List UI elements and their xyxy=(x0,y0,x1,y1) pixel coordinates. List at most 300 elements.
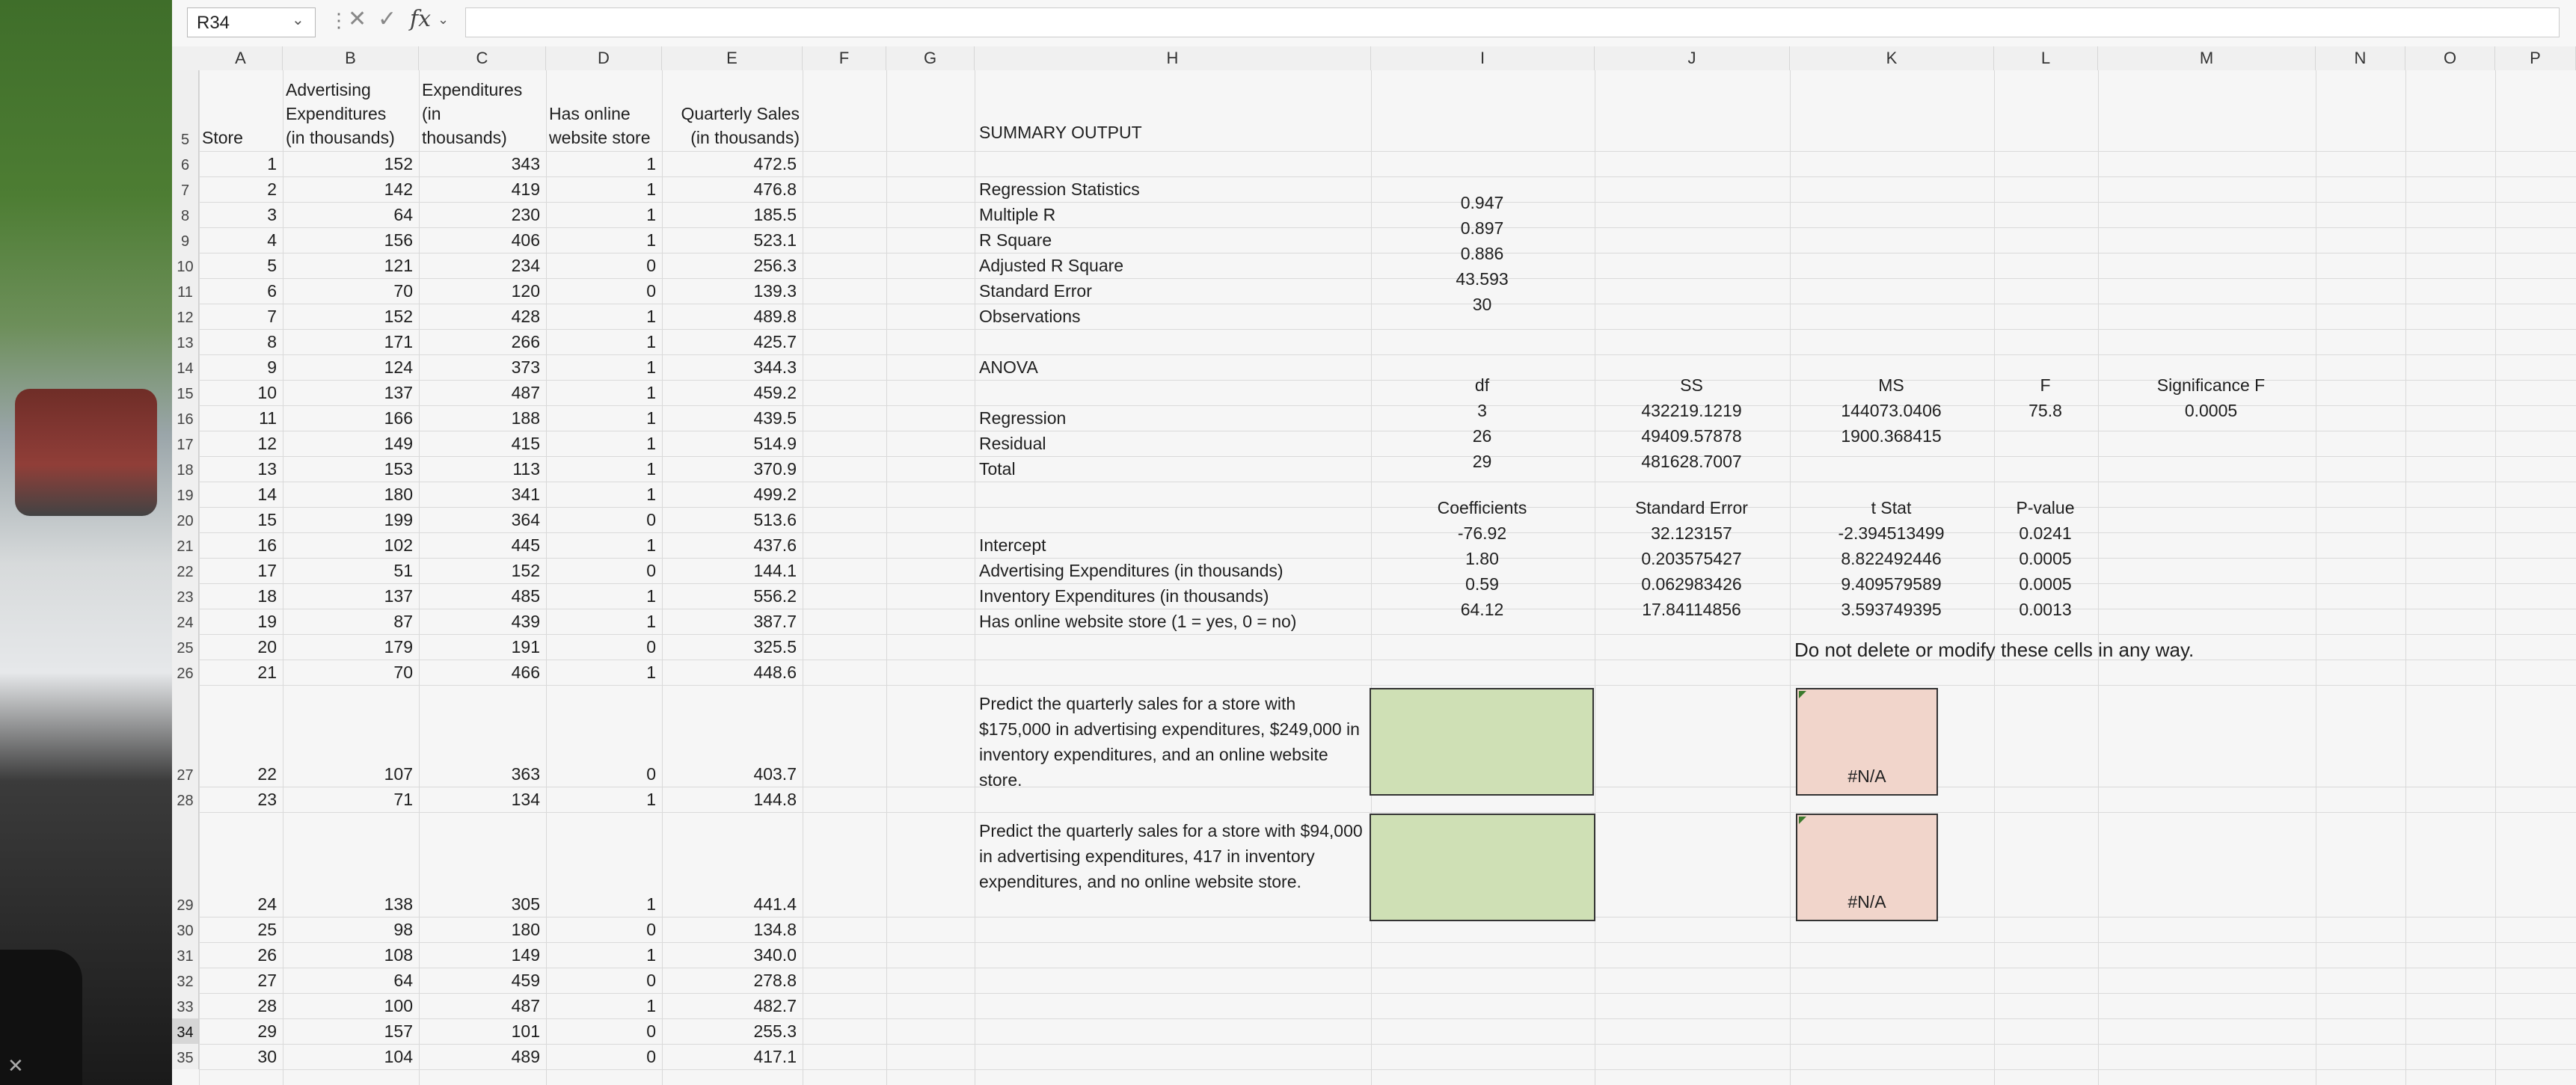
table-cell[interactable]: 1 xyxy=(646,332,656,351)
table-cell[interactable]: 0 xyxy=(646,920,656,939)
close-icon[interactable]: ✕ xyxy=(7,1054,24,1077)
table-cell[interactable]: 1 xyxy=(646,535,656,555)
table-cell[interactable]: 0 xyxy=(646,510,656,529)
table-cell[interactable]: 149 xyxy=(384,434,413,453)
table-cell[interactable]: 445 xyxy=(511,535,540,555)
row-header-32[interactable]: 32 xyxy=(172,968,199,993)
table-cell[interactable]: 6 xyxy=(267,281,277,301)
table-cell[interactable]: 514.9 xyxy=(753,434,797,453)
header-expenditures: Expenditures xyxy=(422,80,523,99)
row-header-26[interactable]: 26 xyxy=(172,660,199,685)
table-cell[interactable]: 15 xyxy=(257,510,277,529)
table-cell[interactable]: 1 xyxy=(646,179,656,199)
table-cell[interactable]: 171 xyxy=(384,332,413,351)
table-cell[interactable]: 199 xyxy=(384,510,413,529)
table-cell[interactable]: 0 xyxy=(646,281,656,301)
grid-line xyxy=(199,634,2576,635)
table-cell[interactable]: 341 xyxy=(511,485,540,504)
table-cell[interactable]: 437.6 xyxy=(753,535,797,555)
row-header-8[interactable]: 8 xyxy=(172,202,199,227)
coef-value: -76.92 xyxy=(1457,523,1507,543)
insert-function-icon[interactable]: fx xyxy=(410,6,432,32)
anova-ms: 1900.368415 xyxy=(1841,426,1942,446)
table-cell[interactable]: 487 xyxy=(511,383,540,402)
table-cell[interactable]: 180 xyxy=(384,485,413,504)
table-cell[interactable]: 23 xyxy=(257,790,277,809)
table-cell[interactable]: 439 xyxy=(511,612,540,631)
table-cell[interactable]: 472.5 xyxy=(753,154,797,173)
table-cell[interactable]: 428 xyxy=(511,307,540,326)
anova-header-df: df xyxy=(1474,375,1490,395)
table-cell[interactable]: 7 xyxy=(267,307,277,326)
table-cell[interactable]: 144.8 xyxy=(753,790,797,809)
table-cell[interactable]: 1 xyxy=(646,996,656,1015)
column-header-d[interactable]: D xyxy=(546,46,662,70)
table-cell[interactable]: 153 xyxy=(384,459,413,479)
column-header-c[interactable]: C xyxy=(419,46,546,70)
table-cell[interactable]: 256.3 xyxy=(753,256,797,275)
table-cell[interactable]: 134.8 xyxy=(753,920,797,939)
table-cell[interactable]: 29 xyxy=(257,1021,277,1041)
table-cell[interactable]: 30 xyxy=(257,1047,277,1066)
table-cell[interactable]: 1 xyxy=(646,408,656,428)
coef-value: 64.12 xyxy=(1460,600,1504,619)
table-cell[interactable]: 180 xyxy=(511,920,540,939)
tstat-value: 3.593749395 xyxy=(1841,600,1942,619)
table-cell[interactable]: 87 xyxy=(393,612,413,631)
grid-line xyxy=(199,993,2576,994)
table-cell[interactable]: 1 xyxy=(646,383,656,402)
table-cell[interactable]: 22 xyxy=(257,764,277,784)
table-cell[interactable]: 138 xyxy=(384,894,413,914)
table-cell[interactable]: 107 xyxy=(384,764,413,784)
table-cell[interactable]: 25 xyxy=(257,920,277,939)
row-header-5[interactable]: 5 xyxy=(172,70,199,151)
pvalue-value: 0.0005 xyxy=(2019,574,2072,594)
table-cell[interactable]: 21 xyxy=(257,663,277,682)
header-advertising: Expenditures xyxy=(286,104,387,123)
row-header-30[interactable]: 30 xyxy=(172,917,199,942)
grid-line xyxy=(199,1069,2576,1070)
table-cell[interactable]: 1 xyxy=(646,357,656,377)
row-header-9[interactable]: 9 xyxy=(172,227,199,253)
row-header-29[interactable]: 29 xyxy=(172,812,199,917)
table-cell[interactable]: 149 xyxy=(511,945,540,965)
row-header-31[interactable]: 31 xyxy=(172,942,199,968)
table-cell[interactable]: 64 xyxy=(393,205,413,224)
row-header-28[interactable]: 28 xyxy=(172,787,199,812)
table-cell[interactable]: 51 xyxy=(393,561,413,580)
column-header-l[interactable]: L xyxy=(1994,46,2098,70)
table-cell[interactable]: 28 xyxy=(257,996,277,1015)
grid-line xyxy=(199,1018,2576,1019)
table-cell[interactable]: 0 xyxy=(646,637,656,657)
check-cell-2 xyxy=(1796,814,1938,921)
column-header-g[interactable]: G xyxy=(886,46,975,70)
column-header-h[interactable]: H xyxy=(975,46,1371,70)
formula-input[interactable] xyxy=(465,7,2560,37)
table-cell[interactable]: 1 xyxy=(646,663,656,682)
anova-ss: 49409.57878 xyxy=(1641,426,1742,446)
table-cell[interactable]: 120 xyxy=(511,281,540,301)
table-cell[interactable]: 476.8 xyxy=(753,179,797,199)
grid-line xyxy=(1790,70,1791,1085)
table-cell[interactable]: 278.8 xyxy=(753,971,797,990)
anova-df: 29 xyxy=(1472,452,1492,471)
table-cell[interactable]: 10 xyxy=(257,383,277,402)
reg-stat-value: 43.593 xyxy=(1456,269,1509,289)
summary-title: SUMMARY OUTPUT xyxy=(979,123,1142,142)
table-cell[interactable]: 1 xyxy=(646,230,656,250)
background-car xyxy=(15,389,157,516)
table-cell[interactable]: 1 xyxy=(646,485,656,504)
row-header-23[interactable]: 23 xyxy=(172,583,199,609)
table-cell[interactable]: 0 xyxy=(646,971,656,990)
table-cell[interactable]: 71 xyxy=(393,790,413,809)
table-cell[interactable]: 19 xyxy=(257,612,277,631)
pvalue-value: 0.0013 xyxy=(2019,600,2072,619)
table-cell[interactable]: 24 xyxy=(257,894,277,914)
header-expenditures: thousands) xyxy=(422,128,507,147)
table-cell[interactable]: 415 xyxy=(511,434,540,453)
tstat-value: -2.394513499 xyxy=(1838,523,1945,543)
row-header-10[interactable]: 10 xyxy=(172,253,199,278)
table-cell[interactable]: 255.3 xyxy=(753,1021,797,1041)
header-store: Store xyxy=(202,128,243,147)
table-cell[interactable]: 0 xyxy=(646,764,656,784)
column-header-f[interactable]: F xyxy=(803,46,886,70)
table-cell[interactable]: 16 xyxy=(257,535,277,555)
column-header-k[interactable]: K xyxy=(1790,46,1994,70)
table-cell[interactable]: 102 xyxy=(384,535,413,555)
grid-line xyxy=(2098,70,2099,1085)
table-cell[interactable]: 152 xyxy=(384,154,413,173)
table-cell[interactable]: 20 xyxy=(257,637,277,657)
tstat-header: t Stat xyxy=(1871,498,1912,517)
header-online-store: website store xyxy=(549,128,651,147)
table-cell[interactable]: 188 xyxy=(511,408,540,428)
table-cell[interactable]: 5 xyxy=(267,256,277,275)
table-cell[interactable]: 499.2 xyxy=(753,485,797,504)
table-cell[interactable]: 1 xyxy=(646,612,656,631)
table-cell[interactable]: 0 xyxy=(646,1021,656,1041)
table-cell[interactable]: 441.4 xyxy=(753,894,797,914)
table-cell[interactable]: 1 xyxy=(646,894,656,914)
table-cell[interactable]: 344.3 xyxy=(753,357,797,377)
background-photo xyxy=(0,0,172,1085)
column-header-e[interactable]: E xyxy=(662,46,803,70)
grid-line xyxy=(199,942,2576,943)
table-cell[interactable]: 523.1 xyxy=(753,230,797,250)
comment-indicator-icon xyxy=(1799,691,1806,698)
table-cell[interactable]: 373 xyxy=(511,357,540,377)
column-header-p[interactable]: P xyxy=(2495,46,2576,70)
grid-line xyxy=(2405,70,2406,1085)
row-header-21[interactable]: 21 xyxy=(172,532,199,558)
table-cell[interactable]: 340.0 xyxy=(753,945,797,965)
table-cell[interactable]: 108 xyxy=(384,945,413,965)
table-cell[interactable]: 234 xyxy=(511,256,540,275)
table-cell[interactable]: 419 xyxy=(511,179,540,199)
question-2-text: Predict the quarterly sales for a store with $94,000 in advertising expenditures, 417 in inventory expenditures, and no online website store. xyxy=(979,821,1363,891)
table-cell[interactable]: 448.6 xyxy=(753,663,797,682)
anova-row-label: Residual xyxy=(979,434,1046,453)
row-header-7[interactable]: 7 xyxy=(172,176,199,202)
table-cell[interactable]: 27 xyxy=(257,971,277,990)
table-cell[interactable]: 0 xyxy=(646,1047,656,1066)
header-quarterly-sales: (in thousands) xyxy=(690,128,800,147)
table-cell[interactable]: 70 xyxy=(393,663,413,682)
table-cell[interactable]: 137 xyxy=(384,586,413,606)
table-cell[interactable]: 104 xyxy=(384,1047,413,1066)
column-headers xyxy=(172,46,2576,71)
grid-line xyxy=(199,151,2576,152)
table-cell[interactable]: 1 xyxy=(267,154,277,173)
anova-row-label: Total xyxy=(979,459,1016,479)
table-cell[interactable]: 1 xyxy=(646,307,656,326)
table-cell[interactable]: 113 xyxy=(512,459,540,479)
grid-line xyxy=(199,1044,2576,1045)
coef-row-label: Has online website store (1 = yes, 0 = no) xyxy=(979,612,1297,631)
reg-stat-label: R Square xyxy=(979,230,1052,250)
reg-stat-label: Standard Error xyxy=(979,281,1092,301)
header-online-store: Has online xyxy=(549,104,631,123)
table-cell[interactable]: 439.5 xyxy=(753,408,797,428)
table-cell[interactable]: 134 xyxy=(511,790,540,809)
table-cell[interactable]: 556.2 xyxy=(753,586,797,606)
enter-check-icon[interactable]: ✓ xyxy=(378,7,397,31)
chevron-down-icon[interactable]: ⌄ xyxy=(292,12,304,28)
table-cell[interactable]: 179 xyxy=(384,637,413,657)
anova-title: ANOVA xyxy=(979,357,1038,377)
anova-f: 75.8 xyxy=(2028,401,2062,420)
row-header-15[interactable]: 15 xyxy=(172,380,199,405)
reg-stat-value: 0.886 xyxy=(1460,244,1504,263)
grid-line xyxy=(199,176,2576,177)
table-cell[interactable]: 266 xyxy=(511,332,540,351)
table-cell[interactable]: 459 xyxy=(511,971,540,990)
anova-df: 26 xyxy=(1472,426,1492,446)
anova-df: 3 xyxy=(1477,401,1487,420)
table-cell[interactable]: 144.1 xyxy=(753,561,797,580)
table-cell[interactable]: 2 xyxy=(267,179,277,199)
column-header-i[interactable]: I xyxy=(1371,46,1595,70)
row-header-22[interactable]: 22 xyxy=(172,558,199,583)
table-cell[interactable]: 70 xyxy=(393,281,413,301)
row-header-27[interactable]: 27 xyxy=(172,685,199,787)
grid-line xyxy=(546,70,547,1085)
reg-stat-value: 30 xyxy=(1472,295,1492,314)
sheet-grid[interactable] xyxy=(172,70,2576,1085)
answer-input-2[interactable] xyxy=(1370,814,1595,921)
column-header-m[interactable]: M xyxy=(2098,46,2316,70)
table-cell[interactable]: 417.1 xyxy=(753,1047,797,1066)
header-advertising: Advertising xyxy=(286,80,371,99)
cancel-icon[interactable]: ✕ xyxy=(348,7,367,31)
grid-line xyxy=(2495,70,2496,1085)
table-cell[interactable]: 343 xyxy=(511,154,540,173)
table-cell[interactable]: 3 xyxy=(267,205,277,224)
column-header-j[interactable]: J xyxy=(1595,46,1790,70)
grid-line xyxy=(1994,70,1995,1085)
table-cell[interactable]: 325.5 xyxy=(753,637,797,657)
chevron-down-icon[interactable]: ⌄ xyxy=(438,12,450,27)
tstat-value: 8.822492446 xyxy=(1841,549,1942,568)
grid-line xyxy=(199,354,2576,355)
coef-row-label: Advertising Expenditures (in thousands) xyxy=(979,561,1284,580)
table-cell[interactable]: 12 xyxy=(257,434,277,453)
row-header-16[interactable]: 16 xyxy=(172,405,199,431)
column-header-a[interactable]: A xyxy=(199,46,283,70)
anova-header-f: F xyxy=(2040,375,2051,395)
check-value-2: #N/A xyxy=(1847,892,1886,912)
pvalue-header: P-value xyxy=(2016,498,2075,517)
row-header-6[interactable]: 6 xyxy=(172,151,199,176)
regression-stats-title: Regression Statistics xyxy=(979,179,1140,199)
reg-stat-label: Adjusted R Square xyxy=(979,256,1124,275)
name-box[interactable]: R34 xyxy=(187,7,316,37)
table-cell[interactable]: 489 xyxy=(511,1047,540,1066)
row-header-11[interactable]: 11 xyxy=(172,278,199,304)
anova-ms: 144073.0406 xyxy=(1841,401,1942,420)
answer-input-1[interactable] xyxy=(1370,688,1594,796)
table-cell[interactable]: 370.9 xyxy=(753,459,797,479)
table-cell[interactable]: 485 xyxy=(511,586,540,606)
row-header-25[interactable]: 25 xyxy=(172,634,199,660)
pvalue-value: 0.0005 xyxy=(2019,549,2072,568)
se-value: 17.84114856 xyxy=(1642,600,1741,619)
question-1-text: Predict the quarterly sales for a store with $175,000 in advertising expenditures, $249,000 in inventory expenditures, and an online website store. xyxy=(979,694,1360,790)
table-cell[interactable]: 1 xyxy=(646,154,656,173)
row-header-20[interactable]: 20 xyxy=(172,507,199,532)
pvalue-value: 0.0241 xyxy=(2019,523,2072,543)
table-cell[interactable]: 157 xyxy=(384,1021,413,1041)
table-cell[interactable]: 466 xyxy=(511,663,540,682)
table-cell[interactable]: 139.3 xyxy=(753,281,797,301)
grid-line xyxy=(419,70,420,1085)
grid-line xyxy=(199,329,2576,330)
table-cell[interactable]: 513.6 xyxy=(753,510,797,529)
table-cell[interactable]: 482.7 xyxy=(753,996,797,1015)
table-cell[interactable]: 4 xyxy=(267,230,277,250)
table-cell[interactable]: 459.2 xyxy=(753,383,797,402)
se-value: 32.123157 xyxy=(1651,523,1732,543)
column-header-o[interactable]: O xyxy=(2405,46,2495,70)
row-header-24[interactable]: 24 xyxy=(172,609,199,634)
grid-line xyxy=(199,70,200,1085)
table-cell[interactable]: 0 xyxy=(646,256,656,275)
more-options-icon[interactable]: ⋮ xyxy=(329,9,349,31)
table-cell[interactable]: 487 xyxy=(511,996,540,1015)
grid-line xyxy=(199,685,2576,686)
grid-line xyxy=(662,70,663,1085)
table-cell[interactable]: 1 xyxy=(646,459,656,479)
grid-line xyxy=(886,70,887,1085)
table-cell[interactable]: 403.7 xyxy=(753,764,797,784)
tstat-value: 9.409579589 xyxy=(1841,574,1942,594)
table-cell[interactable]: 124 xyxy=(384,357,413,377)
row-header-33[interactable]: 33 xyxy=(172,993,199,1018)
anova-row-label: Regression xyxy=(979,408,1067,428)
table-cell[interactable]: 363 xyxy=(511,764,540,784)
table-cell[interactable]: 8 xyxy=(267,332,277,351)
reg-stat-label: Multiple R xyxy=(979,205,1056,224)
table-cell[interactable]: 1 xyxy=(646,790,656,809)
table-cell[interactable]: 406 xyxy=(511,230,540,250)
grid-line xyxy=(199,812,2576,813)
table-cell[interactable]: 152 xyxy=(384,307,413,326)
column-header-b[interactable]: B xyxy=(283,46,419,70)
coef-value: 1.80 xyxy=(1465,549,1499,568)
table-cell[interactable]: 1 xyxy=(646,434,656,453)
table-cell[interactable]: 14 xyxy=(257,485,277,504)
table-cell[interactable]: 11 xyxy=(259,408,277,428)
table-cell[interactable]: 185.5 xyxy=(753,205,797,224)
table-cell[interactable]: 13 xyxy=(257,459,277,479)
table-cell[interactable]: 0 xyxy=(646,561,656,580)
coef-value: 0.59 xyxy=(1465,574,1499,594)
spreadsheet-window xyxy=(172,0,2576,1085)
table-cell[interactable]: 98 xyxy=(393,920,413,939)
formula-bar xyxy=(172,0,2576,47)
row-header-12[interactable]: 12 xyxy=(172,304,199,329)
table-cell[interactable]: 18 xyxy=(257,586,277,606)
table-cell[interactable]: 387.7 xyxy=(753,612,797,631)
table-cell[interactable]: 1 xyxy=(646,586,656,606)
row-header-19[interactable]: 19 xyxy=(172,482,199,507)
se-value: 0.203575427 xyxy=(1641,549,1742,568)
row-header-34[interactable]: 34 xyxy=(172,1018,199,1044)
row-header-14[interactable]: 14 xyxy=(172,354,199,380)
reg-stat-label: Observations xyxy=(979,307,1081,326)
table-cell[interactable]: 26 xyxy=(257,945,277,965)
table-cell[interactable]: 1 xyxy=(646,205,656,224)
table-cell[interactable]: 489.8 xyxy=(753,307,797,326)
table-cell[interactable]: 137 xyxy=(384,383,413,402)
table-cell[interactable]: 142 xyxy=(384,179,413,199)
table-cell[interactable]: 100 xyxy=(384,996,413,1015)
column-header-n[interactable]: N xyxy=(2316,46,2405,70)
se-value: 0.062983426 xyxy=(1641,574,1742,594)
se-header: Standard Error xyxy=(1635,498,1748,517)
header-expenditures: (in xyxy=(422,104,441,123)
check-cell-1 xyxy=(1796,688,1938,796)
table-cell[interactable]: 230 xyxy=(511,205,540,224)
row-header-18[interactable]: 18 xyxy=(172,456,199,482)
table-cell[interactable]: 156 xyxy=(384,230,413,250)
warning-note: Do not delete or modify these cells in any way. xyxy=(1794,639,2195,661)
table-cell[interactable]: 101 xyxy=(511,1021,540,1041)
table-cell[interactable]: 191 xyxy=(511,637,540,657)
anova-header-ss: SS xyxy=(1680,375,1703,395)
table-cell[interactable]: 166 xyxy=(384,408,413,428)
table-cell[interactable]: 64 xyxy=(393,971,413,990)
header-advertising: (in thousands) xyxy=(286,128,395,147)
reg-stat-value: 0.897 xyxy=(1460,218,1504,238)
row-header-17[interactable]: 17 xyxy=(172,431,199,456)
table-cell[interactable]: 121 xyxy=(384,256,413,275)
table-cell[interactable]: 1 xyxy=(646,945,656,965)
table-cell[interactable]: 305 xyxy=(511,894,540,914)
table-cell[interactable]: 17 xyxy=(257,561,277,580)
table-cell[interactable]: 9 xyxy=(267,357,277,377)
row-header-13[interactable]: 13 xyxy=(172,329,199,354)
table-cell[interactable]: 425.7 xyxy=(753,332,797,351)
table-cell[interactable]: 152 xyxy=(511,561,540,580)
anova-ss: 432219.1219 xyxy=(1641,401,1742,420)
row-header-35[interactable]: 35 xyxy=(172,1044,199,1069)
table-cell[interactable]: 364 xyxy=(511,510,540,529)
